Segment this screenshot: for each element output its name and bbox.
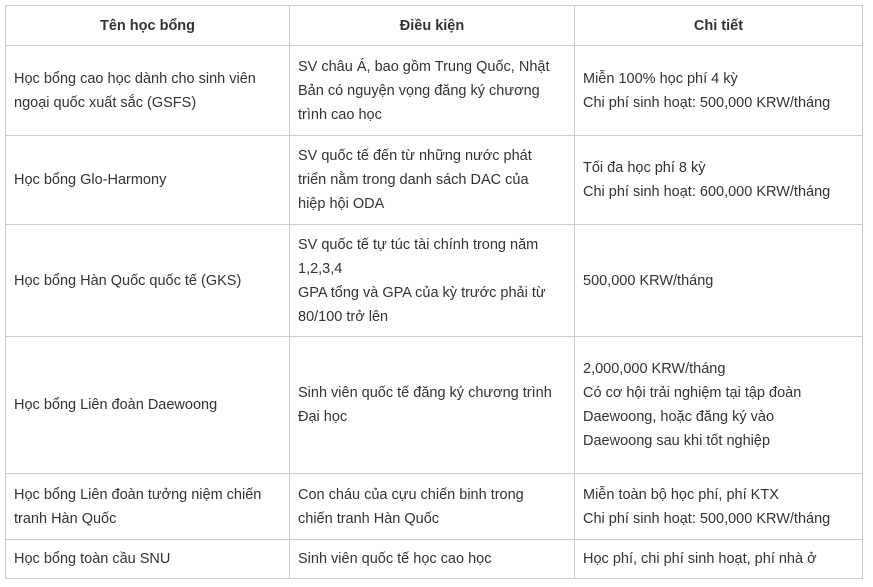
detail-cell: [575, 474, 863, 540]
cell-line: Học bổng cao học dành cho sinh viên: [14, 70, 256, 87]
cell-line: SV châu Á, bao gồm Trung Quốc, Nhật: [298, 58, 550, 75]
cell-line: Học bổng Hàn Quốc quốc tế (GKS): [14, 272, 242, 289]
scholarship-table: [5, 5, 863, 579]
cell-line: trình cao học: [298, 106, 382, 123]
condition-cell: [290, 337, 575, 474]
cell-line: Daewoong sau khi tốt nghiệp: [583, 433, 771, 449]
cell-line: tranh Hàn Quốc: [14, 510, 117, 527]
table-header-row: [6, 6, 863, 46]
cell-line: chiến tranh Hàn Quốc: [298, 510, 440, 527]
cell-line: Tối đa học phí 8 kỳ: [583, 160, 706, 176]
condition-cell: [290, 225, 575, 337]
cell-line: SV quốc tế đến từ những nước phát: [298, 148, 532, 164]
cell-line: Học bổng Liên đoàn tưởng niệm chiến: [14, 486, 262, 503]
detail-cell: [575, 136, 863, 225]
cell-line: Chi phí sinh hoạt: 600,000 KRW/tháng: [583, 184, 831, 200]
cell-line: triển nằm trong danh sách DAC của: [298, 172, 529, 188]
cell-line: Học bổng Glo-Harmony: [14, 172, 167, 188]
cell-line: Sinh viên quốc tế đăng ký chương trình: [298, 385, 552, 401]
scholarship-name-cell: [6, 540, 290, 579]
table-row: [6, 540, 863, 579]
header-detail: Chi tiết: [575, 6, 863, 46]
detail-cell: [575, 225, 863, 337]
cell-line: Học bổng Liên đoàn Daewoong: [14, 397, 218, 413]
cell-line: 1,2,3,4: [298, 260, 343, 277]
cell-line: Học bổng toàn cầu SNU: [14, 551, 171, 567]
cell-line: Daewoong, hoặc đăng ký vào: [583, 409, 775, 425]
detail-cell: [575, 540, 863, 579]
condition-cell: [290, 474, 575, 540]
cell-line: Có cơ hội trải nghiệm tại tập đoàn: [583, 385, 802, 401]
condition-cell: [290, 540, 575, 579]
cell-line: Miễn 100% học phí 4 kỳ: [583, 70, 738, 87]
table-row: [6, 225, 863, 337]
scholarship-name-cell: [6, 337, 290, 474]
table-row: [6, 474, 863, 540]
detail-cell: [575, 337, 863, 474]
cell-line: hiệp hội ODA: [298, 196, 385, 212]
cell-line: Chi phí sinh hoạt: 500,000 KRW/tháng: [583, 94, 831, 111]
header-condition: Điều kiện: [290, 6, 575, 46]
cell-line: GPA tổng và GPA của kỳ trước phải từ: [298, 284, 546, 301]
scholarship-name-cell: [6, 225, 290, 337]
cell-line: Sinh viên quốc tế học cao học: [298, 551, 492, 567]
cell-line: 80/100 trở lên: [298, 308, 389, 325]
table-row: [6, 136, 863, 225]
condition-cell: [290, 136, 575, 225]
cell-line: Học phí, chi phí sinh hoạt, phí nhà ở: [583, 551, 817, 567]
scholarship-name-cell: [6, 136, 290, 225]
cell-line: Đại học: [298, 409, 348, 425]
condition-cell: [290, 46, 575, 136]
scholarship-name-cell: [6, 474, 290, 540]
detail-cell: [575, 46, 863, 136]
cell-line: Chi phí sinh hoạt: 500,000 KRW/tháng: [583, 510, 831, 527]
cell-line: ngoại quốc xuất sắc (GSFS): [14, 94, 197, 111]
table-row: [6, 337, 863, 474]
cell-line: Bản có nguyện vọng đăng ký chương: [298, 82, 540, 99]
table-row: [6, 46, 863, 136]
header-scholarship-name: Tên học bổng: [6, 6, 290, 46]
cell-line: 2,000,000 KRW/tháng: [583, 361, 726, 377]
cell-line: Miễn toàn bộ học phí, phí KTX: [583, 486, 779, 503]
cell-line: SV quốc tế tự túc tài chính trong năm: [298, 236, 539, 253]
scholarship-name-cell: [6, 46, 290, 136]
cell-line: 500,000 KRW/tháng: [583, 272, 714, 289]
cell-line: Con cháu của cựu chiến binh trong: [298, 486, 524, 503]
